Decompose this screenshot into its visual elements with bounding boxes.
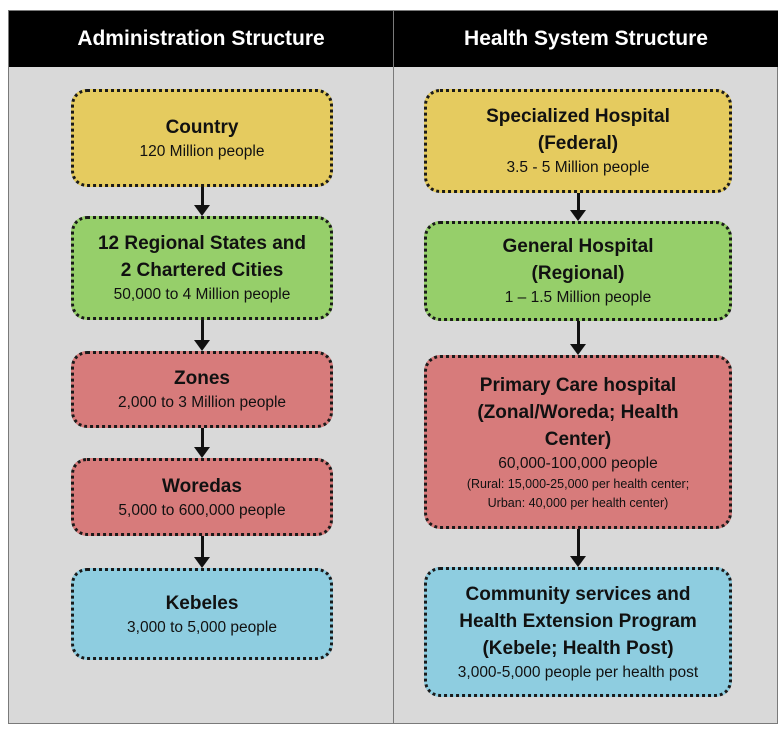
box-community-services-title-line2: Health Extension Program bbox=[459, 610, 697, 632]
box-primary-care-note-rural: (Rural: 15,000-25,000 per health center; bbox=[466, 476, 690, 491]
box-woredas-population: 5,000 to 600,000 people bbox=[118, 501, 286, 519]
box-country-population: 120 Million people bbox=[139, 142, 265, 160]
health-system-header: Health System Structure bbox=[394, 11, 778, 67]
box-primary-care-title-line3: Center) bbox=[544, 428, 612, 450]
box-community-services bbox=[424, 567, 732, 697]
box-country-title: Country bbox=[165, 116, 239, 138]
box-kebeles-population: 3,000 to 5,000 people bbox=[127, 618, 277, 636]
administration-column bbox=[9, 11, 393, 723]
box-community-services-title-line3: (Kebele; Health Post) bbox=[482, 637, 674, 659]
box-kebeles bbox=[71, 568, 333, 660]
arrow-specialized-to-general bbox=[570, 193, 586, 221]
box-general-hospital-population: 1 – 1.5 Million people bbox=[504, 289, 652, 306]
box-community-services-title-line1: Community services and bbox=[465, 583, 691, 605]
box-general-hospital bbox=[424, 221, 732, 321]
box-woredas-title: Woredas bbox=[162, 475, 242, 497]
box-primary-care-population: 60,000-100,000 people bbox=[498, 454, 658, 472]
box-primary-care-title-line2: (Zonal/Woreda; Health bbox=[477, 401, 679, 423]
box-zones-title: Zones bbox=[174, 368, 230, 389]
box-specialized-hospital-population: 3.5 - 5 Million people bbox=[506, 159, 650, 176]
arrow-primary-to-community bbox=[570, 529, 586, 567]
box-specialized-hospital-title-line2: (Federal) bbox=[537, 133, 619, 154]
box-community-services-population: 3,000-5,000 people per health post bbox=[457, 663, 699, 681]
box-primary-care-hospital bbox=[424, 355, 732, 529]
arrow-country-to-regions bbox=[194, 187, 210, 216]
arrow-regions-to-zones bbox=[194, 320, 210, 351]
box-general-hospital-title-line1: General Hospital bbox=[502, 236, 654, 257]
box-specialized-hospital bbox=[424, 89, 732, 193]
box-zones-population: 2,000 to 3 Million people bbox=[117, 394, 287, 411]
box-primary-care-title-line1: Primary Care hospital bbox=[479, 374, 677, 396]
box-kebeles-title: Kebeles bbox=[165, 592, 239, 614]
box-regional-states-title-line2: 2 Chartered Cities bbox=[120, 260, 284, 281]
box-general-hospital-title-line2: (Regional) bbox=[531, 263, 625, 284]
administration-header: Administration Structure bbox=[9, 11, 393, 67]
arrow-zones-to-woredas bbox=[194, 428, 210, 458]
box-specialized-hospital-title-line1: Specialized Hospital bbox=[486, 106, 670, 127]
box-zones bbox=[71, 351, 333, 428]
box-regional-states-population: 50,000 to 4 Million people bbox=[113, 286, 291, 303]
arrow-general-to-primary bbox=[570, 321, 586, 355]
box-regional-states bbox=[71, 216, 333, 320]
box-woredas bbox=[71, 458, 333, 536]
box-regional-states-title-line1: 12 Regional States and bbox=[97, 233, 306, 254]
diagram-frame bbox=[8, 10, 778, 724]
arrow-woredas-to-kebeles bbox=[194, 536, 210, 568]
health-system-column bbox=[393, 11, 778, 723]
box-primary-care-note-urban: Urban: 40,000 per health center) bbox=[487, 495, 669, 510]
box-country bbox=[71, 89, 333, 187]
